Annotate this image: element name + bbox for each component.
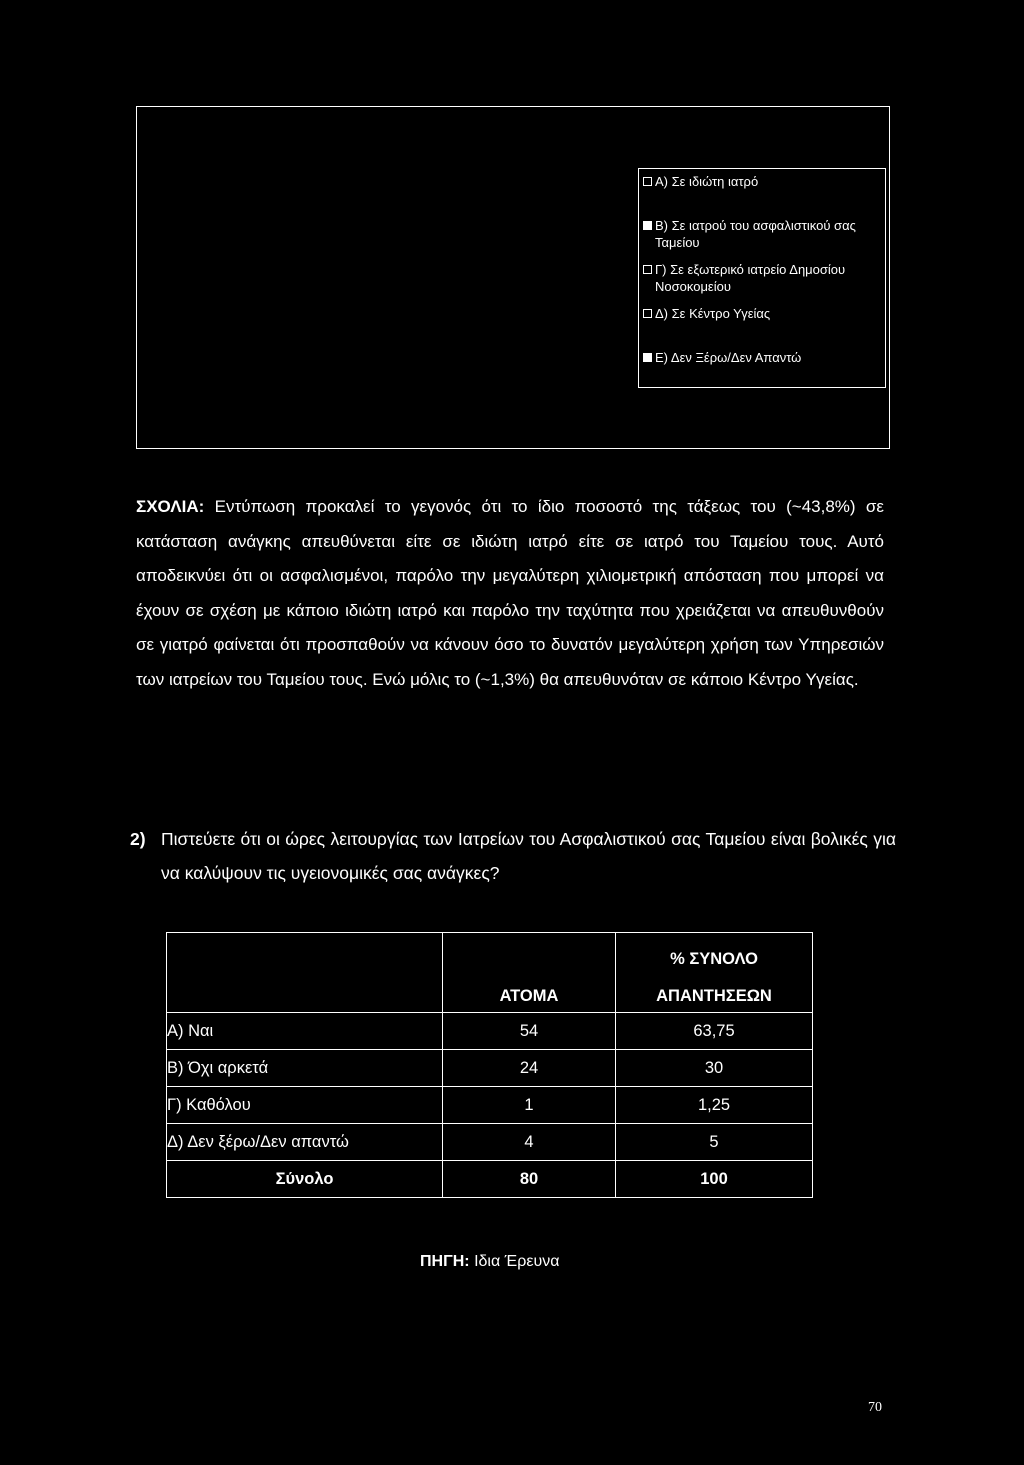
page-number: 70 bbox=[868, 1400, 882, 1415]
legend-label: Δ) Σε Κέντρο Υγείας bbox=[655, 306, 771, 321]
legend-swatch-solid bbox=[643, 221, 652, 230]
total-persons: 80 bbox=[443, 1161, 616, 1198]
header-percent-line1: % ΣΥΝΟΛΟ bbox=[670, 950, 758, 968]
header-percent bbox=[616, 933, 813, 1013]
table-header-row bbox=[167, 933, 813, 1013]
row-label: Β) Όχι αρκετά bbox=[167, 1050, 443, 1087]
question-2 bbox=[130, 822, 896, 890]
legend-label: Γ) Σε εξωτερικό ιατρείο Δημοσίου Νοσοκομείου bbox=[655, 262, 846, 294]
question-text: Πιστεύετε ότι οι ώρες λειτουργίας των Ιατρείων του Ασφαλιστικού σας Ταμείου είναι βολικές για να καλύψουν τις υγειονομικές σας ανάγκες? bbox=[161, 829, 896, 883]
results-table bbox=[166, 932, 813, 1198]
table-row bbox=[167, 1050, 813, 1087]
header-empty-cell bbox=[167, 933, 443, 1013]
row-label: Γ) Καθόλου bbox=[167, 1087, 443, 1124]
legend-item-c bbox=[643, 261, 880, 295]
legend-label: Α) Σε ιδιώτη ιατρό bbox=[655, 174, 759, 189]
row-label: Δ) Δεν ξέρω/Δεν απαντώ bbox=[167, 1124, 443, 1161]
table-row bbox=[167, 1013, 813, 1050]
legend-item-d bbox=[643, 305, 880, 322]
legend-swatch-hollow bbox=[643, 309, 652, 318]
row-persons: 54 bbox=[443, 1013, 616, 1050]
table-total-row bbox=[167, 1161, 813, 1198]
source-note bbox=[420, 1253, 559, 1271]
row-persons: 24 bbox=[443, 1050, 616, 1087]
legend-item-e bbox=[643, 349, 880, 366]
source-text: Ιδια Έρευνα bbox=[474, 1253, 560, 1270]
header-percent-line2: ΑΠΑΝΤΗΣΕΩΝ bbox=[656, 987, 772, 1005]
legend-swatch-solid bbox=[643, 353, 652, 362]
row-percent: 30 bbox=[616, 1050, 813, 1087]
row-label: Α) Ναι bbox=[167, 1013, 443, 1050]
row-persons: 1 bbox=[443, 1087, 616, 1124]
chart-legend bbox=[638, 168, 886, 388]
total-label: Σύνολο bbox=[167, 1161, 443, 1198]
legend-label: Ε) Δεν Ξέρω/Δεν Απαντώ bbox=[655, 350, 802, 365]
row-percent: 5 bbox=[616, 1124, 813, 1161]
legend-label: Β) Σε ιατρού του ασφαλιστικού σας Ταμείου bbox=[655, 218, 856, 250]
comments-lead: ΣΧΟΛΙΑ: bbox=[136, 497, 205, 516]
row-percent: 63,75 bbox=[616, 1013, 813, 1050]
row-persons: 4 bbox=[443, 1124, 616, 1161]
total-percent: 100 bbox=[616, 1161, 813, 1198]
table-row bbox=[167, 1087, 813, 1124]
question-number: 2) bbox=[130, 829, 146, 849]
legend-item-b bbox=[643, 217, 880, 251]
table-row bbox=[167, 1124, 813, 1161]
row-percent: 1,25 bbox=[616, 1087, 813, 1124]
legend-item-a bbox=[643, 173, 880, 190]
legend-swatch-hollow bbox=[643, 177, 652, 186]
source-label: ΠΗΓΗ: bbox=[420, 1253, 470, 1270]
legend-swatch-hollow bbox=[643, 265, 652, 274]
comments-paragraph bbox=[136, 490, 884, 697]
header-persons: ΑΤΟΜΑ bbox=[443, 933, 616, 1013]
comments-text: Εντύπωση προκαλεί το γεγονός ότι το ίδιο ποσοστό της τάξεως του (~43,8%) σε κατάσταση ανάγκης απευθύνεται είτε σε ιδιώτη ιατρό είτε σε ιατρό του Ταμείου τους. Αυτό αποδεικνύει ότι οι ασφαλισμένοι, παρόλο την μεγαλύτερη χιλιομετρική απόσταση που μπορεί να έχουν σε σχέση με κάποιο ιδιώτη ιατρό και παρόλο την ταχύτητα που χρειάζεται να απευθυνθούν σε γιατρό φαίνεται ότι προσπαθούν να κάνουν όσο το δυνατόν μεγαλύτερη χρήση των Υπηρεσιών των ιατρείων του Ταμείου τους. Ενώ μόλις το (~1,3%) θα απευθυνόταν σε κάποιο Κέντρο Υγείας. bbox=[136, 497, 884, 689]
